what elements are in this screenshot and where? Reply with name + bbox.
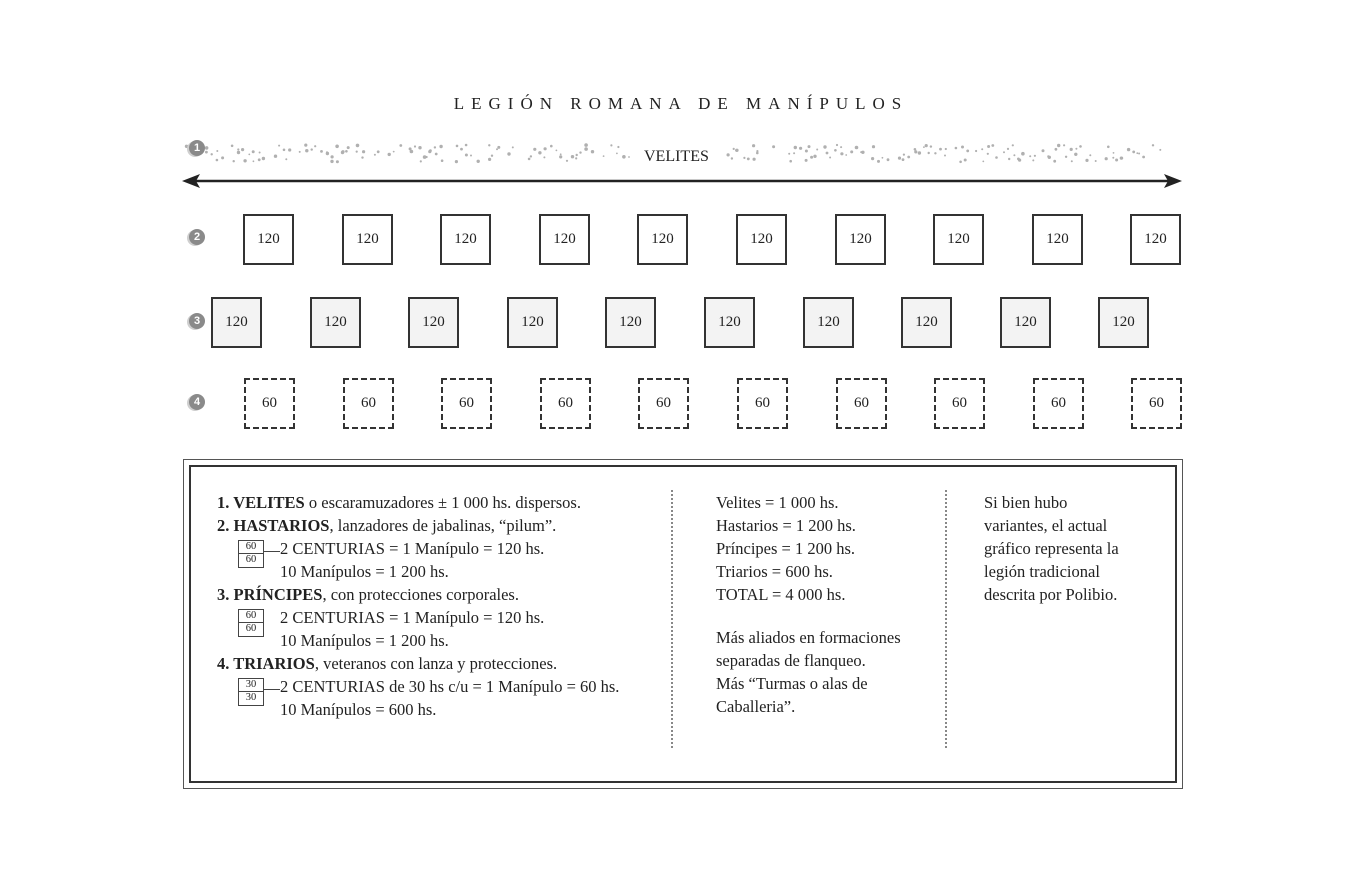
principes-maniple: 120 [1000, 297, 1051, 348]
velite-dot [1105, 157, 1108, 160]
velite-dot [1071, 160, 1073, 162]
velite-dot [556, 150, 558, 152]
velite-dot [877, 160, 880, 163]
velite-dot [861, 151, 864, 154]
velite-dot [336, 160, 339, 163]
velite-dot [185, 145, 188, 148]
legend-divider-2 [945, 490, 947, 748]
velite-dot [756, 150, 758, 152]
allies-line: Más “Turmas o alas de [716, 674, 868, 693]
velite-dot [299, 151, 301, 153]
velite-dot [753, 158, 756, 161]
velite-dot [393, 151, 395, 153]
legend-divider-1 [671, 490, 673, 748]
velite-dot [470, 155, 472, 157]
velite-dot [987, 145, 990, 148]
note-line: gráfico representa la [984, 539, 1119, 558]
velite-dot [1012, 144, 1014, 146]
velite-dot [507, 152, 510, 155]
centuria-fraction: $\frac{60}{60}$ [238, 609, 264, 637]
velite-dot [560, 153, 562, 155]
legend-note [984, 491, 1174, 606]
triarii-maniple: 60 [934, 378, 985, 429]
velite-dot [456, 145, 459, 148]
velite-dot [928, 152, 930, 154]
velite-dot [991, 144, 994, 147]
hastati-maniple: 120 [835, 214, 886, 265]
velite-dot [617, 146, 619, 148]
velite-dot [727, 153, 730, 156]
allies-line: Caballeria”. [716, 697, 796, 716]
velite-dot [488, 144, 490, 146]
total-line: Triarios = 600 hs. [716, 562, 833, 581]
hastati-maniple: 120 [243, 214, 294, 265]
velite-dot [414, 145, 416, 147]
velite-dot [1065, 156, 1067, 158]
velite-dot [793, 152, 795, 154]
velite-dot [752, 144, 755, 147]
velite-dot [944, 155, 946, 157]
velite-dot [871, 157, 874, 160]
velite-dot [1048, 156, 1051, 159]
velite-dot [512, 146, 514, 148]
velite-dot [1136, 152, 1138, 154]
velite-dot [1053, 160, 1056, 163]
velite-dot [747, 158, 750, 161]
velite-dot [241, 148, 244, 151]
row-number-3: 3 [189, 313, 205, 329]
hastati-maniple: 120 [1130, 214, 1181, 265]
velite-dot [435, 153, 438, 156]
row-number-4: 4 [189, 394, 205, 410]
velite-dot [1055, 148, 1058, 151]
velite-dot [794, 146, 797, 149]
velite-dot [497, 146, 500, 149]
velites-label: VELITES [638, 148, 715, 166]
velite-dot [274, 155, 277, 158]
legend-troop-list [217, 491, 667, 721]
velite-dot [465, 154, 468, 157]
velite-dot [388, 153, 391, 156]
velite-dot [575, 157, 577, 159]
velite-dot [248, 154, 250, 156]
velite-dot [1107, 146, 1110, 149]
triarii-maniple: 60 [441, 378, 492, 429]
velite-dot [262, 157, 265, 160]
velite-dot [345, 150, 348, 153]
velite-dot [622, 155, 626, 159]
velite-dot [887, 158, 890, 161]
velite-dot [836, 144, 838, 146]
velite-dot [211, 153, 213, 155]
velite-dot [278, 145, 280, 147]
velite-dot [810, 156, 813, 159]
velite-dot [330, 160, 333, 163]
velite-dot [945, 148, 947, 150]
principes-maniple: 120 [803, 297, 854, 348]
velite-dot [571, 155, 574, 158]
velite-dot [855, 146, 859, 150]
velite-dot [591, 150, 594, 153]
legend-item-principes: 3. PRÍNCIPES, con protecciones corporales. [217, 585, 519, 604]
velite-dot [982, 161, 984, 163]
triarii-maniple: 60 [836, 378, 887, 429]
centuria-fraction: $\frac{60}{60}$ [238, 540, 264, 568]
velite-dot [543, 156, 545, 158]
velite-dot [1070, 148, 1073, 151]
velite-dot [788, 153, 790, 155]
velite-dot [221, 156, 224, 159]
hastati-maniple: 120 [539, 214, 590, 265]
velite-dot [1021, 152, 1025, 156]
velite-dot [314, 145, 316, 147]
principes-maniple: 120 [507, 297, 558, 348]
total-line: TOTAL = 4 000 hs. [716, 585, 846, 604]
velite-dot [1152, 144, 1154, 146]
hastati-maniple: 120 [440, 214, 491, 265]
velite-dot [584, 147, 588, 151]
velite-dot [1029, 155, 1031, 157]
velite-dot [799, 147, 802, 150]
velite-dot [731, 157, 733, 159]
velite-dot [460, 148, 463, 151]
velite-dot [477, 160, 480, 163]
velite-dot [538, 151, 541, 154]
velite-dot [1032, 159, 1034, 161]
note-line: descrita por Polibio. [984, 585, 1118, 604]
velite-dot [987, 153, 989, 155]
velite-dot [808, 145, 811, 148]
velite-dot [362, 150, 365, 153]
legend-item-velites: 1. VELITES o escaramuzadores ± 1 000 hs. dispersos. [217, 493, 581, 512]
velite-dot [872, 145, 875, 148]
velite-dot [1120, 157, 1123, 160]
velite-dot [1034, 155, 1036, 157]
velite-dot [995, 156, 998, 159]
velite-dot [1075, 148, 1077, 150]
velite-dot [233, 160, 235, 162]
velite-dot [772, 145, 775, 148]
velite-dot [1095, 160, 1097, 162]
principes-maniple: 120 [310, 297, 361, 348]
velite-dot [829, 157, 831, 159]
velite-dot [850, 150, 853, 153]
principes-maniple: 120 [1098, 297, 1149, 348]
velite-dot [955, 147, 958, 150]
velite-dot [496, 148, 498, 150]
note-line: variantes, el actual [984, 516, 1108, 535]
velite-dot [914, 150, 917, 153]
velite-dot [216, 159, 219, 162]
velite-dot [964, 159, 967, 162]
velite-dot [579, 151, 581, 153]
velite-dot [789, 160, 792, 163]
triarii-maniple: 60 [244, 378, 295, 429]
velite-dot [566, 160, 568, 162]
velite-dot [205, 146, 209, 150]
velite-dot [735, 149, 737, 151]
triarii-maniple: 60 [638, 378, 689, 429]
velite-dot [285, 158, 287, 160]
row-number-1: 1 [189, 140, 205, 156]
velite-dot [882, 157, 884, 159]
principes-maniple: 120 [704, 297, 755, 348]
velite-dot [258, 158, 261, 161]
legend-detail-principes: $\frac{60}{60}$ 2 CENTURIAS = 1 Manípulo = 120 hs. 10 Manípulos = 1 200 hs. [217, 606, 667, 652]
velite-dot [341, 151, 344, 154]
hastati-maniple: 120 [342, 214, 393, 265]
velite-dot [439, 145, 442, 148]
total-line: Hastarios = 1 200 hs. [716, 516, 856, 535]
hastati-maniple: 120 [637, 214, 688, 265]
velite-dot [898, 157, 901, 160]
velite-dot [1079, 145, 1082, 148]
velite-dot [576, 154, 578, 156]
velite-dot [420, 160, 422, 162]
velite-dot [840, 152, 843, 155]
velite-dot [356, 144, 360, 148]
velite-dot [550, 145, 553, 148]
legend-item-hastarios: 2. HASTARIOS, lanzadores de jabalinas, “pilum”. [217, 516, 557, 535]
velite-dot [1085, 159, 1088, 162]
velite-dot [252, 150, 255, 153]
velite-dot [259, 152, 261, 154]
velite-dot [283, 149, 286, 152]
velite-dot [304, 144, 307, 147]
principes-maniple: 120 [901, 297, 952, 348]
total-line: Príncipes = 1 200 hs. [716, 539, 856, 558]
legend-totals [716, 491, 941, 718]
item-name: VELITES [233, 493, 305, 512]
velite-dot [1089, 154, 1091, 156]
velite-dot [628, 156, 630, 158]
hastati-maniple: 120 [1032, 214, 1083, 265]
triarii-maniple: 60 [1033, 378, 1084, 429]
velite-dot [305, 149, 308, 152]
hastati-maniple: 120 [933, 214, 984, 265]
velite-dot [1132, 151, 1135, 154]
legend-item-triarios: 4. TRIARIOS, veteranos con lanza y protecciones. [217, 654, 558, 673]
velite-dot [805, 159, 808, 162]
velite-dot [1159, 149, 1161, 151]
velite-dot [253, 160, 255, 162]
velite-dot [1018, 159, 1021, 162]
velite-dot [423, 155, 427, 159]
legend-detail-hastarios: $\frac{60}{60}$ 2 CENTURIAS = 1 Manípulo = 120 hs. 10 Manípulos = 1 200 hs. [217, 537, 667, 583]
velite-dot [335, 145, 339, 149]
velite-dot [320, 150, 323, 153]
velite-dot [243, 159, 246, 162]
velite-dot [1138, 153, 1140, 155]
velite-dot [826, 152, 829, 155]
principes-maniple: 120 [408, 297, 459, 348]
velite-dot [1042, 149, 1045, 152]
velite-dot [410, 150, 414, 154]
velite-dot [544, 147, 547, 150]
velite-dot [925, 144, 928, 147]
velite-dot [1142, 156, 1145, 159]
velite-dot [434, 146, 436, 148]
velite-dot [1112, 157, 1114, 159]
velite-dot [441, 159, 444, 162]
velite-dot [237, 151, 240, 154]
velite-dot [1008, 158, 1010, 160]
velite-dot [845, 154, 847, 156]
triarii-maniple: 60 [737, 378, 788, 429]
velite-dot [907, 156, 910, 159]
velite-dot [488, 158, 491, 161]
velite-dot [805, 150, 808, 153]
velite-dot [610, 144, 612, 146]
velite-dot [428, 150, 431, 153]
velite-dot [1074, 153, 1077, 156]
velite-dot [961, 146, 964, 149]
velite-dot [1003, 151, 1005, 153]
velite-dot [491, 155, 493, 157]
velite-dot [1115, 159, 1118, 162]
velite-dot [399, 144, 402, 147]
legend-detail-triarios: $\frac{30}{30}$ 2 CENTURIAS de 30 hs c/u = 1 Manípulo = 60 hs. 10 Manípulos = 600 hs. [217, 675, 667, 721]
velite-dot [816, 149, 818, 151]
principes-maniple: 120 [211, 297, 262, 348]
hastati-maniple: 120 [736, 214, 787, 265]
velite-dot [813, 155, 816, 158]
velite-dot [533, 148, 536, 151]
velite-dot [939, 148, 942, 151]
triarii-maniple: 60 [1131, 378, 1182, 429]
velite-dot [237, 148, 239, 150]
velite-dot [288, 148, 291, 151]
allies-line: Más aliados en formaciones [716, 628, 901, 647]
velite-dot [840, 146, 842, 148]
velite-dot [584, 143, 588, 147]
velites-skirmish-line [0, 0, 1352, 200]
velite-dot [347, 146, 350, 149]
velite-dot [377, 150, 380, 153]
triarii-maniple: 60 [540, 378, 591, 429]
triarii-maniple: 60 [343, 378, 394, 429]
velite-dot [903, 154, 905, 156]
velite-dot [934, 152, 936, 154]
velite-dot [823, 145, 826, 148]
velite-dot [361, 156, 363, 158]
velite-dot [465, 144, 468, 147]
velite-dot [923, 146, 925, 148]
velite-dot [918, 151, 921, 154]
velite-dot [981, 148, 983, 150]
velite-dot [231, 145, 234, 148]
velite-dot [733, 148, 735, 150]
velite-dot [1063, 144, 1065, 146]
centuria-fraction: $\frac{30}{30}$ [238, 678, 264, 706]
diagram-title: LEGIÓN ROMANA DE MANÍPULOS [453, 94, 909, 113]
velite-dot [1057, 144, 1060, 147]
velite-dot [326, 152, 329, 155]
velite-dot [1007, 148, 1009, 150]
velite-dot [205, 151, 208, 154]
velite-dot [1127, 148, 1130, 151]
velite-dot [530, 155, 532, 157]
velite-dot [616, 153, 618, 155]
velite-dot [1113, 152, 1115, 154]
item-name: HASTARIOS [233, 516, 330, 535]
velite-dot [216, 150, 218, 152]
velite-dot [528, 158, 531, 161]
velite-dot [374, 154, 376, 156]
velite-dot [418, 146, 421, 149]
principes-maniple: 120 [605, 297, 656, 348]
velite-dot [959, 161, 962, 164]
velite-dot [930, 145, 932, 147]
item-name: PRÍNCIPES [233, 585, 323, 604]
note-line: legión tradicional [984, 562, 1100, 581]
velite-dot [331, 155, 334, 158]
item-name: TRIARIOS [233, 654, 315, 673]
velite-dot [914, 148, 917, 151]
row-number-2: 2 [189, 229, 205, 245]
velite-dot [1013, 154, 1015, 156]
velite-dot [975, 150, 977, 152]
total-line: Velites = 1 000 hs. [716, 493, 839, 512]
velite-dot [966, 150, 969, 153]
velite-dot [559, 155, 562, 158]
velite-dot [902, 158, 905, 161]
allies-line: separadas de flanqueo. [716, 651, 866, 670]
note-line: Si bien hubo [984, 493, 1068, 512]
velite-dot [311, 148, 313, 150]
velite-dot [603, 155, 605, 157]
velite-dot [743, 157, 745, 159]
velite-dot [455, 160, 458, 163]
velite-dot [356, 151, 358, 153]
velite-dot [834, 149, 837, 152]
